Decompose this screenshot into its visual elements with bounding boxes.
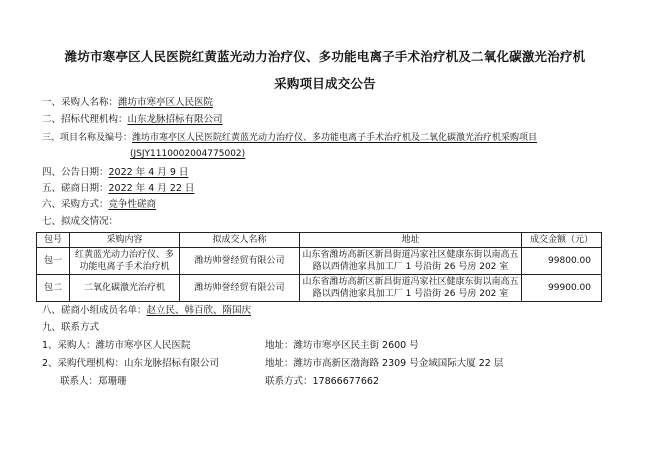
- method-value: 竞争性磋商: [108, 199, 157, 210]
- cell-address: 山东省潍坊高新区新昌街道冯家社区健康东街以南高五路以西倩池家具加工厂 1 号沿街 26 号房 202 室: [300, 248, 522, 275]
- contact-label: 九、联系方式: [42, 322, 100, 333]
- cell-supplier: 潍坊帅誉经贸有限公司: [180, 248, 300, 275]
- cell-content: 二氧化碳激光治疗机: [70, 275, 180, 302]
- header-package: 包号: [37, 233, 70, 248]
- agency-value: 山东龙脉招标有限公司: [127, 114, 223, 125]
- purchaser-label: 一、采购人名称：: [42, 97, 119, 108]
- project-value: 潍坊市寒亭区人民医院红黄蓝光动力治疗仪、多功能电离子手术治疗机及二氧化碳激光治疗机采购项目: [132, 133, 538, 143]
- contact-agency-address: 地址：潍坊市高新区渤海路 2309 号金域国际大厦 22 层: [265, 358, 504, 369]
- agency-line: [42, 114, 223, 126]
- purchaser-line: [42, 97, 213, 109]
- page-title: 潍坊市寒亭区人民医院红黄蓝光动力治疗仪、多功能电离子手术治疗机及二氧化碳激光治疗机: [64, 49, 586, 64]
- header-address: 地址: [300, 233, 522, 248]
- panel-label: 八、磋商小组成员名单：: [42, 305, 147, 316]
- cell-package: 包一: [37, 248, 70, 275]
- purchaser-value: 潍坊市寒亭区人民医院: [118, 97, 214, 108]
- header-content: 采购内容: [70, 233, 180, 248]
- contact-agency: 2、采购代理机构：山东龙脉招标有限公司: [42, 358, 220, 369]
- cell-supplier: 潍坊帅誉经贸有限公司: [180, 275, 300, 302]
- project-code-line: [130, 148, 245, 160]
- page-subtitle: 采购项目成交公告: [274, 76, 376, 91]
- project-label: 三、项目名称及编号：: [42, 133, 133, 143]
- announce-date-value: 2022 年 4 月 9 日: [108, 167, 189, 178]
- negotiation-date-value: 2022 年 4 月 22 日: [108, 183, 195, 194]
- project-code: (JSJY1110002004775002): [130, 149, 246, 159]
- table-row: [37, 275, 602, 302]
- deal-heading: [42, 216, 118, 228]
- panel-value: 赵立民、韩百欣、隋国庆: [146, 305, 252, 316]
- header-supplier: 拟成交人名称: [180, 233, 300, 248]
- method-line: [42, 199, 156, 211]
- deal-label: 七、拟成交情况：: [42, 216, 119, 227]
- cell-amount: 99800.00: [522, 248, 602, 275]
- contact-purchaser: 1、采购人：潍坊市寒亭区人民医院: [42, 340, 191, 351]
- header-amount: 成交金额（元）: [522, 233, 602, 248]
- negotiation-date-label: 五、磋商日期：: [42, 183, 109, 194]
- panel-line: [42, 305, 251, 317]
- negotiation-date-line: [42, 183, 194, 195]
- contact-phone: 联系方式：17866677662: [265, 376, 379, 387]
- cell-amount: 99900.00: [522, 275, 602, 302]
- project-line: [42, 132, 537, 144]
- table-row: [37, 248, 602, 275]
- announce-date-line: [42, 167, 188, 179]
- announce-date-label: 四、公告日期：: [42, 167, 109, 178]
- table-header-row: [37, 233, 602, 248]
- cell-content: 红黄蓝光动力治疗仪、多功能电离子手术治疗机: [70, 248, 180, 275]
- award-table: [36, 232, 602, 302]
- method-label: 六、采购方式：: [42, 199, 109, 210]
- contact-person: 联系人：郑珊珊: [60, 376, 127, 387]
- agency-label: 二、招标代理机构：: [42, 114, 128, 125]
- contact-purchaser-address: 地址：潍坊市寒亭区民主街 2600 号: [265, 340, 419, 351]
- cell-package: 包二: [37, 275, 70, 302]
- cell-address: 山东省潍坊高新区新昌街道冯家社区健康东街以南高五路以西倩池家具加工厂 1 号沿街 26 号房 202 室: [300, 275, 522, 302]
- contact-heading: [42, 322, 99, 334]
